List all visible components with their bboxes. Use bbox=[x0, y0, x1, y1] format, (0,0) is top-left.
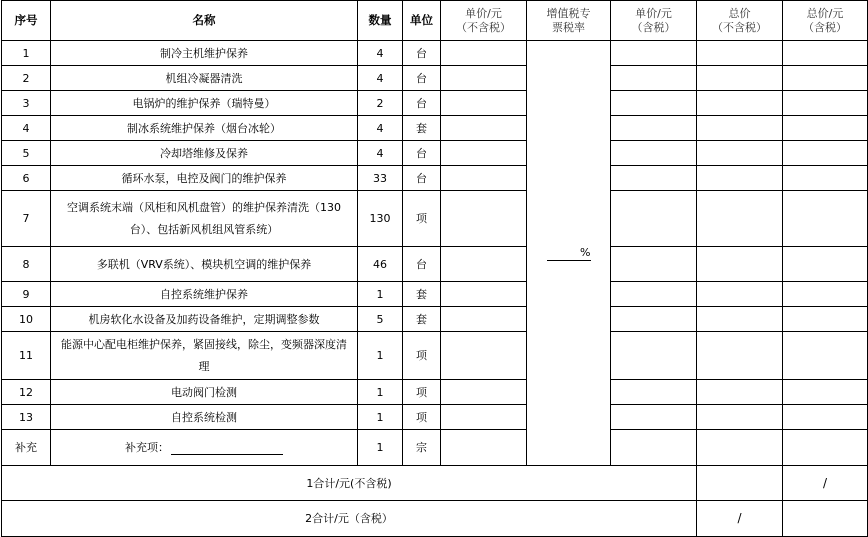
row-unit: 项 bbox=[403, 191, 441, 247]
unit-price-in-cell[interactable] bbox=[611, 66, 697, 91]
total-in-cell[interactable] bbox=[783, 141, 868, 166]
header-unit-price-in-line2: （含税） bbox=[631, 20, 676, 34]
row-name: 机组冷凝器清洗 bbox=[51, 66, 358, 91]
unit-price-in-cell[interactable] bbox=[611, 191, 697, 247]
total-ex-cell[interactable] bbox=[697, 380, 783, 405]
row-qty: 1 bbox=[358, 405, 403, 430]
row-seq: 5 bbox=[2, 141, 51, 166]
header-unit-price-ex-line1: 单价/元 bbox=[465, 6, 502, 20]
unit-price-in-cell[interactable] bbox=[611, 141, 697, 166]
row-name: 制冰系统维护保养（烟台冰轮） bbox=[51, 116, 358, 141]
row-name: 电锅炉的维护保养（瑞特曼） bbox=[51, 91, 358, 116]
header-unit: 单位 bbox=[403, 1, 441, 41]
header-total-in-line2: （含税） bbox=[803, 20, 847, 34]
row-unit: 台 bbox=[403, 66, 441, 91]
unit-price-ex-cell[interactable] bbox=[441, 282, 527, 307]
unit-price-ex-cell[interactable] bbox=[441, 430, 527, 466]
row-unit: 项 bbox=[403, 380, 441, 405]
subtotal-in-row bbox=[2, 501, 868, 537]
unit-price-in-cell[interactable] bbox=[611, 116, 697, 141]
row-name: 能源中心配电柜维护保养，紧固接线，除尘，变频器深度清理 bbox=[51, 332, 358, 380]
unit-price-ex-cell[interactable] bbox=[441, 66, 527, 91]
row-seq: 2 bbox=[2, 66, 51, 91]
row-name: 电动阀门检测 bbox=[51, 380, 358, 405]
header-total-in-line1: 总价/元 bbox=[806, 6, 844, 20]
total-in-cell[interactable] bbox=[783, 247, 868, 282]
unit-price-in-cell[interactable] bbox=[611, 307, 697, 332]
row-name: 多联机（VRV系统）、模块机空调的维护保养 bbox=[51, 247, 358, 282]
unit-price-in-cell[interactable] bbox=[611, 41, 697, 66]
row-qty: 4 bbox=[358, 116, 403, 141]
row-unit: 台 bbox=[403, 166, 441, 191]
price-table bbox=[1, 0, 868, 537]
header-vat-rate-line1: 增值税专 bbox=[546, 6, 591, 20]
unit-price-ex-cell[interactable] bbox=[441, 380, 527, 405]
header-name: 名称 bbox=[51, 1, 358, 41]
unit-price-ex-cell[interactable] bbox=[441, 166, 527, 191]
subtotal-ex-row bbox=[2, 466, 868, 501]
total-ex-cell[interactable] bbox=[697, 282, 783, 307]
header-total-in bbox=[783, 1, 868, 41]
total-ex-cell[interactable] bbox=[697, 166, 783, 191]
unit-price-ex-cell[interactable] bbox=[441, 191, 527, 247]
supplement-input-line[interactable] bbox=[171, 442, 283, 455]
total-in-cell[interactable] bbox=[783, 66, 868, 91]
header-total-ex-line1: 总价 bbox=[728, 6, 751, 20]
row-name: 自控系统检测 bbox=[51, 405, 358, 430]
row-seq: 3 bbox=[2, 91, 51, 116]
row-qty: 130 bbox=[358, 191, 403, 247]
total-in-cell[interactable] bbox=[783, 282, 868, 307]
row-name: 制冷主机维护保养 bbox=[51, 41, 358, 66]
subtotal-in-value[interactable] bbox=[783, 501, 868, 537]
row-seq: 4 bbox=[2, 116, 51, 141]
unit-price-ex-cell[interactable] bbox=[441, 141, 527, 166]
row-seq: 9 bbox=[2, 282, 51, 307]
total-ex-cell[interactable] bbox=[697, 41, 783, 66]
row-name: 机房软化水设备及加药设备维护，定期调整参数 bbox=[51, 307, 358, 332]
total-in-cell[interactable] bbox=[783, 405, 868, 430]
subtotal-in-label: 2合计/元（含税） bbox=[2, 501, 697, 537]
row-unit: 台 bbox=[403, 141, 441, 166]
total-ex-cell[interactable] bbox=[697, 141, 783, 166]
row-unit: 套 bbox=[403, 282, 441, 307]
unit-price-ex-cell[interactable] bbox=[441, 41, 527, 66]
header-unit-price-ex bbox=[441, 1, 527, 41]
total-ex-cell[interactable] bbox=[697, 66, 783, 91]
total-ex-cell[interactable] bbox=[697, 191, 783, 247]
total-ex-cell[interactable] bbox=[697, 247, 783, 282]
table-row bbox=[2, 191, 868, 247]
table-row bbox=[2, 282, 868, 307]
unit-price-in-cell[interactable] bbox=[611, 380, 697, 405]
header-vat-rate-line2: 票税率 bbox=[552, 20, 585, 34]
total-in-cell[interactable] bbox=[783, 91, 868, 116]
table-row bbox=[2, 247, 868, 282]
table-row bbox=[2, 307, 868, 332]
subtotal-ex-value[interactable] bbox=[697, 466, 783, 501]
table-row bbox=[2, 430, 868, 466]
total-in-cell[interactable] bbox=[783, 41, 868, 66]
unit-price-in-cell[interactable] bbox=[611, 282, 697, 307]
supplement-name-cell bbox=[51, 430, 358, 466]
row-unit: 宗 bbox=[403, 430, 441, 466]
row-unit: 套 bbox=[403, 116, 441, 141]
row-qty: 33 bbox=[358, 166, 403, 191]
row-qty: 1 bbox=[358, 430, 403, 466]
table-row bbox=[2, 91, 868, 116]
row-qty: 2 bbox=[358, 91, 403, 116]
row-unit: 项 bbox=[403, 405, 441, 430]
total-ex-cell[interactable] bbox=[697, 430, 783, 466]
table-row bbox=[2, 166, 868, 191]
unit-price-ex-cell[interactable] bbox=[441, 91, 527, 116]
subtotal-in-mark: / bbox=[697, 501, 783, 537]
row-seq: 7 bbox=[2, 191, 51, 247]
row-qty: 4 bbox=[358, 141, 403, 166]
table-row bbox=[2, 66, 868, 91]
total-ex-cell[interactable] bbox=[697, 116, 783, 141]
total-in-cell[interactable] bbox=[783, 307, 868, 332]
unit-price-ex-cell[interactable] bbox=[441, 405, 527, 430]
supplement-label: 补充项： bbox=[125, 441, 169, 454]
vat-rate-mark: % bbox=[547, 246, 591, 261]
row-unit: 项 bbox=[403, 332, 441, 380]
row-unit: 台 bbox=[403, 247, 441, 282]
total-in-cell[interactable] bbox=[783, 380, 868, 405]
unit-price-ex-cell[interactable] bbox=[441, 307, 527, 332]
header-vat-rate bbox=[527, 1, 611, 41]
unit-price-in-cell[interactable] bbox=[611, 91, 697, 116]
row-unit: 台 bbox=[403, 41, 441, 66]
table-row bbox=[2, 332, 868, 380]
header-unit-price-in bbox=[611, 1, 697, 41]
total-in-cell[interactable] bbox=[783, 116, 868, 141]
row-seq: 13 bbox=[2, 405, 51, 430]
row-seq: 补充 bbox=[2, 430, 51, 466]
table-row bbox=[2, 405, 868, 430]
total-in-cell[interactable] bbox=[783, 191, 868, 247]
total-ex-cell[interactable] bbox=[697, 307, 783, 332]
row-name: 自控系统维护保养 bbox=[51, 282, 358, 307]
unit-price-in-cell[interactable] bbox=[611, 332, 697, 380]
header-total-ex bbox=[697, 1, 783, 41]
unit-price-ex-cell[interactable] bbox=[441, 332, 527, 380]
row-seq: 10 bbox=[2, 307, 51, 332]
row-unit: 套 bbox=[403, 307, 441, 332]
row-qty: 46 bbox=[358, 247, 403, 282]
total-ex-cell[interactable] bbox=[697, 91, 783, 116]
unit-price-in-cell[interactable] bbox=[611, 405, 697, 430]
header-seq: 序号 bbox=[2, 1, 51, 41]
unit-price-in-cell[interactable] bbox=[611, 166, 697, 191]
row-unit: 台 bbox=[403, 91, 441, 116]
total-in-cell[interactable] bbox=[783, 166, 868, 191]
unit-price-ex-cell[interactable] bbox=[441, 247, 527, 282]
row-seq: 6 bbox=[2, 166, 51, 191]
row-seq: 1 bbox=[2, 41, 51, 66]
row-qty: 4 bbox=[358, 41, 403, 66]
total-in-cell[interactable] bbox=[783, 430, 868, 466]
table-row bbox=[2, 141, 868, 166]
unit-price-in-cell[interactable] bbox=[611, 430, 697, 466]
subtotal-ex-mark: / bbox=[783, 466, 868, 501]
total-in-cell[interactable] bbox=[783, 332, 868, 380]
header-unit-price-in-line1: 单价/元 bbox=[635, 6, 672, 20]
row-name: 循环水泵，电控及阀门的维护保养 bbox=[51, 166, 358, 191]
header-total-ex-line2: （不含税） bbox=[712, 20, 767, 34]
header-row bbox=[2, 1, 868, 41]
row-qty: 4 bbox=[358, 66, 403, 91]
row-seq: 8 bbox=[2, 247, 51, 282]
table-row bbox=[2, 380, 868, 405]
table-row bbox=[2, 41, 868, 66]
row-qty: 1 bbox=[358, 282, 403, 307]
unit-price-ex-cell[interactable] bbox=[441, 116, 527, 141]
row-qty: 1 bbox=[358, 332, 403, 380]
row-qty: 1 bbox=[358, 380, 403, 405]
vat-rate-cell[interactable] bbox=[527, 41, 611, 466]
row-name: 空调系统末端（风柜和风机盘管）的维护保养清洗（130台）、包括新风机组风管系统） bbox=[51, 191, 358, 247]
subtotal-ex-label: 1合计/元(不含税) bbox=[2, 466, 697, 501]
row-qty: 5 bbox=[358, 307, 403, 332]
row-seq: 12 bbox=[2, 380, 51, 405]
total-ex-cell[interactable] bbox=[697, 405, 783, 430]
total-ex-cell[interactable] bbox=[697, 332, 783, 380]
row-name: 冷却塔维修及保养 bbox=[51, 141, 358, 166]
header-qty: 数量 bbox=[358, 1, 403, 41]
unit-price-in-cell[interactable] bbox=[611, 247, 697, 282]
table-row bbox=[2, 116, 868, 141]
header-unit-price-ex-line2: （不含税） bbox=[456, 20, 511, 34]
row-seq: 11 bbox=[2, 332, 51, 380]
